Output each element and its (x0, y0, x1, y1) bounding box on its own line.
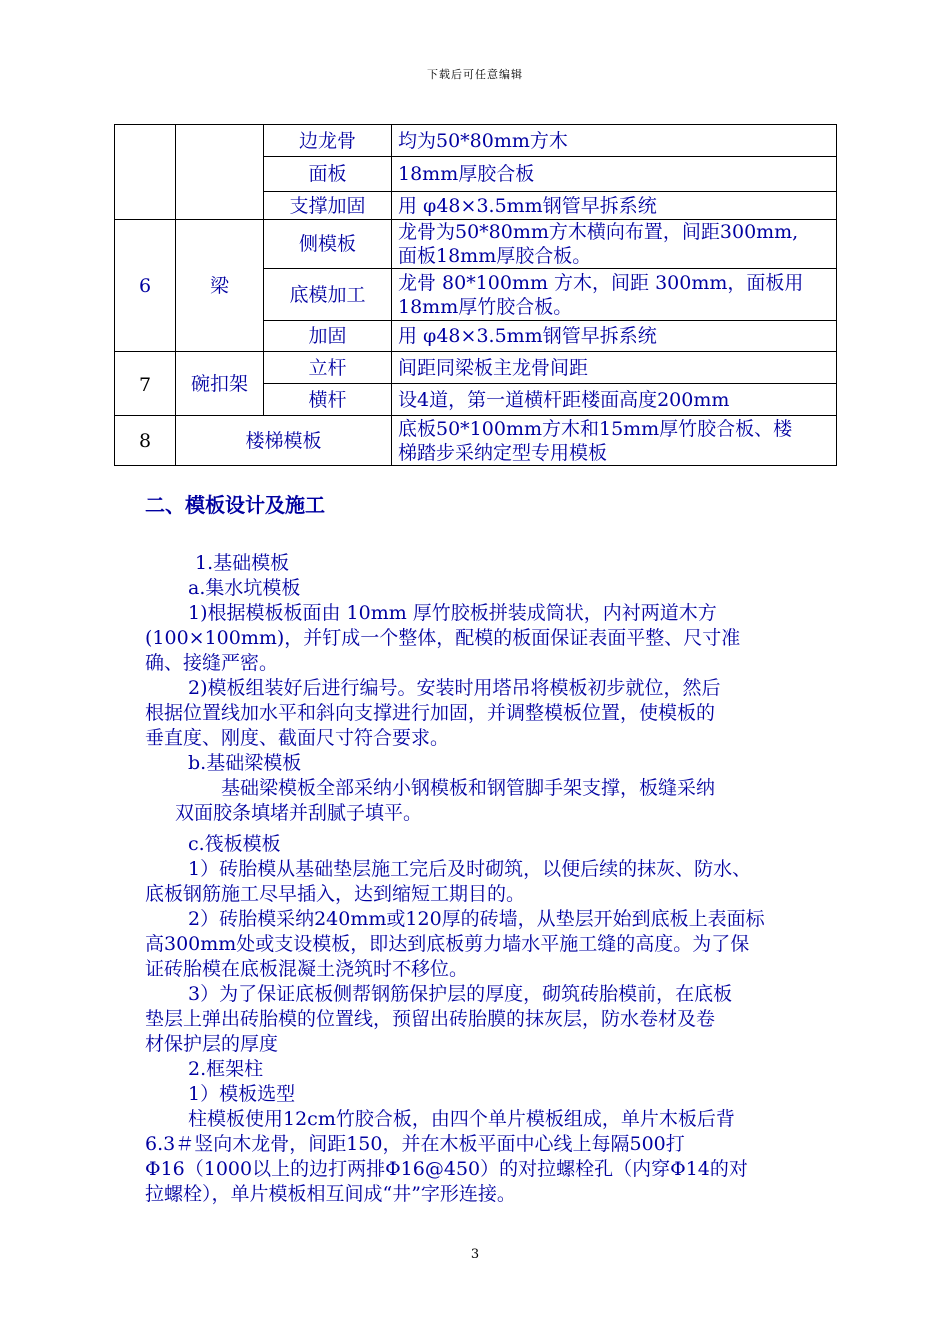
paragraph-line: 1）砖胎模从基础垫层施工完后及时砌筑，以便后续的抹灰、防水、 (188, 858, 752, 880)
subsection-title: 1）模板选型 (188, 1083, 296, 1105)
table-row (115, 220, 837, 269)
cell-item: 支撑加固 (264, 192, 392, 220)
cell-desc: 设4道，第一道横杆距楼面高度200mm (392, 384, 837, 416)
paragraph-line: 柱模板使用12cm竹胶合板，由四个单片模板组成，单片木板后背 (188, 1108, 735, 1130)
cell-item: 侧模板 (264, 220, 392, 269)
cell-category: 碗扣架 (176, 352, 264, 416)
paragraph-line: 材保护层的厚度 (145, 1033, 279, 1055)
paragraph-line: (100×100mm)，并钉成一个整体，配模的板面保证表面平整、尺寸准 (145, 627, 741, 649)
cell-category: 楼梯模板 (176, 416, 392, 466)
subsection-title: b.基础梁模板 (188, 752, 302, 774)
cell-desc: 用 φ48×3.5mm钢管早拆系统 (392, 321, 837, 352)
cell-desc: 18mm厚胶合板 (392, 157, 837, 192)
subsection-title: 2.框架柱 (188, 1058, 264, 1080)
table-row (115, 125, 837, 157)
cell-empty (176, 125, 264, 220)
page-header: 下载后可任意编辑 (427, 68, 523, 81)
cell-desc-line: 18mm厚竹胶合板。 (398, 295, 573, 318)
cell-desc: 用 φ48×3.5mm钢管早拆系统 (392, 192, 837, 220)
paragraph-line: 确、接缝严密。 (145, 652, 279, 674)
cell-empty (115, 125, 176, 220)
cell-number: 8 (115, 416, 176, 466)
cell-number: 6 (115, 220, 176, 352)
cell-category: 梁 (176, 220, 264, 352)
cell-item: 面板 (264, 157, 392, 192)
paragraph-line: 2）砖胎模采纳240mm或120厚的砖墙，从垫层开始到底板上表面标 (188, 908, 765, 930)
paragraph-line: 3）为了保证底板侧帮钢筋保护层的厚度，砌筑砖胎模前，在底板 (188, 983, 733, 1005)
cell-desc (392, 269, 837, 321)
cell-desc: 均为50*80mm方木 (392, 125, 837, 157)
cell-item: 加固 (264, 321, 392, 352)
table-row (115, 416, 837, 466)
cell-desc (392, 220, 837, 269)
subsection-title: a.集水坑模板 (188, 577, 301, 599)
section-heading: 二、模板设计及施工 (145, 493, 325, 517)
paragraph-line: 2)模板组装好后进行编号。安装时用塔吊将模板初步就位，然后 (188, 677, 721, 699)
cell-desc-line: 龙骨为50*80mm方木横向布置，间距300mm, (398, 221, 799, 243)
paragraph-line: 垫层上弹出砖胎模的位置线，预留出砖胎膜的抹灰层，防水卷材及卷 (145, 1008, 716, 1030)
cell-desc-line: 面板18mm厚胶合板。 (398, 245, 592, 267)
paragraph-line: 6.3＃竖向木龙骨，间距150，并在木板平面中心线上每隔500打 (145, 1133, 685, 1155)
paragraph-line: 拉螺栓），单片模板相互间成“井”字形连接。 (145, 1183, 516, 1205)
cell-item: 立杆 (264, 352, 392, 384)
page-number: 3 (470, 1247, 480, 1262)
cell-desc-line: 梯踏步采纳定型专用模板 (398, 441, 608, 464)
paragraph-line: 根据位置线加水平和斜向支撑进行加固，并调整模板位置，使模板的 (145, 702, 716, 724)
cell-desc-line: 底板50*100mm方木和15mm厚竹胶合板、楼 (398, 417, 793, 440)
paragraph-line: Φ16（1000以上的边打两排Φ16@450）的对拉螺栓孔（内穿Φ14的对 (145, 1158, 748, 1180)
paragraph-line: 高300mm处或支设模板，即达到底板剪力墙水平施工缝的高度。为了保 (145, 933, 750, 955)
body-text (145, 551, 817, 1207)
cell-desc-line: 龙骨 80*100mm 方木，间距 300mm，面板用 (398, 271, 804, 294)
cell-desc: 间距同梁板主龙骨间距 (392, 352, 837, 384)
cell-item: 底模加工 (264, 269, 392, 321)
spec-table (114, 124, 837, 466)
cell-item: 边龙骨 (264, 125, 392, 157)
paragraph-line: 双面胶条填堵并刮腻子填平。 (175, 802, 423, 824)
table-row (115, 352, 837, 384)
paragraph-line: 垂直度、刚度、截面尺寸符合要求。 (145, 727, 450, 749)
paragraph-line: 1)根据模板板面由 10mm 厚竹胶板拼装成筒状，内衬两道木方 (188, 602, 717, 624)
cell-desc (392, 416, 837, 466)
paragraph-line: 证砖胎模在底板混凝土浇筑时不移位。 (145, 958, 469, 980)
paragraph-line: 底板钢筋施工尽早插入，达到缩短工期目的。 (145, 883, 526, 905)
paragraph-line: 基础梁模板全部采纳小钢模板和钢管脚手架支撑，板缝采纳 (221, 777, 716, 799)
cell-number: 7 (115, 352, 176, 416)
cell-item: 横杆 (264, 384, 392, 416)
subsection-title: 1.基础模板 (195, 552, 290, 574)
subsection-title: c.筏板模板 (188, 833, 281, 855)
